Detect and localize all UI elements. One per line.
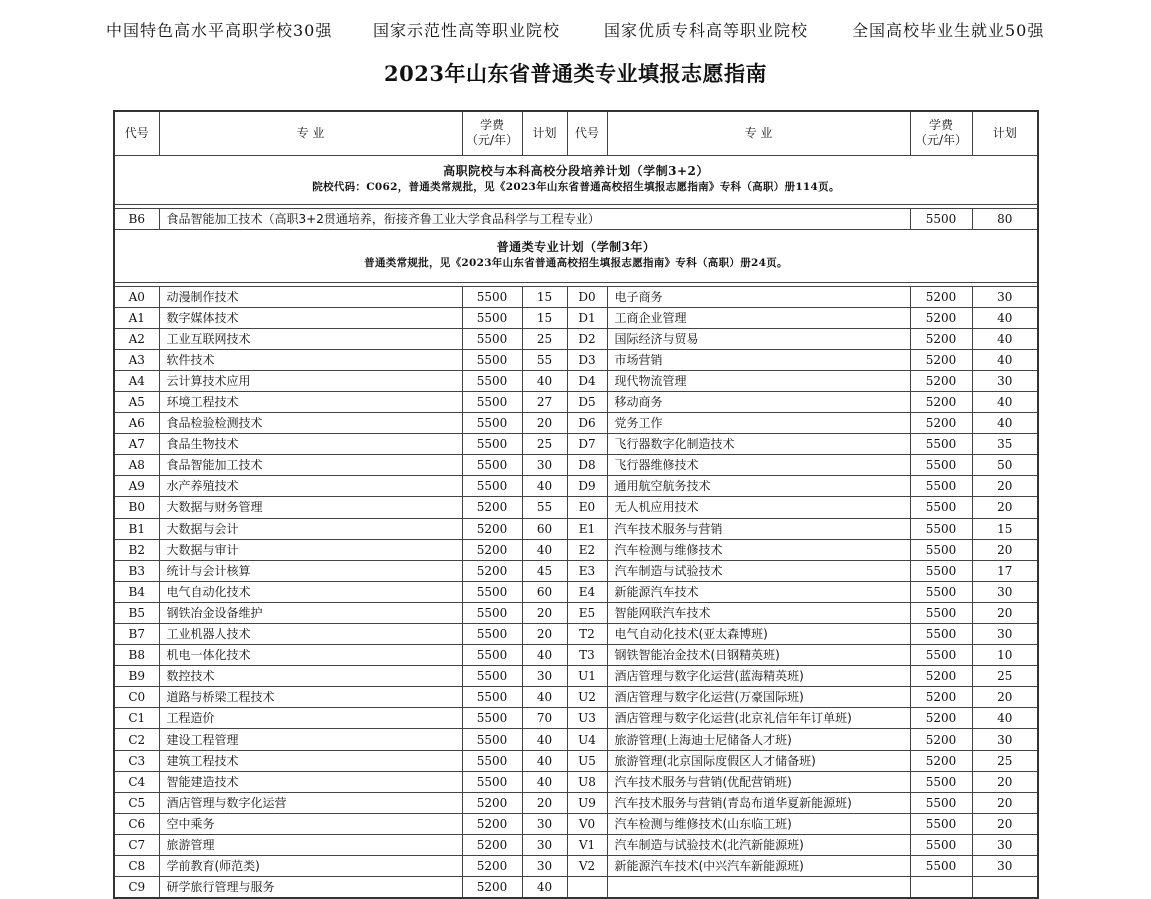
major-plan: 40 bbox=[972, 708, 1038, 729]
major-name: 数字媒体技术 bbox=[159, 307, 462, 328]
major-code: C1 bbox=[114, 708, 159, 729]
section-segmented-plan bbox=[114, 155, 1038, 204]
major-name: 建设工程管理 bbox=[159, 729, 462, 750]
table-row bbox=[114, 877, 1038, 899]
major-name: 水产养殖技术 bbox=[159, 476, 462, 497]
major-code: C9 bbox=[114, 877, 159, 899]
major-code: T2 bbox=[567, 624, 607, 645]
major-plan: 40 bbox=[522, 877, 567, 899]
major-plan: 60 bbox=[522, 518, 567, 539]
table-row bbox=[114, 771, 1038, 792]
major-name: 汽车技术服务与营销(青岛布道华夏新能源班) bbox=[607, 792, 910, 813]
major-fee: 5200 bbox=[462, 856, 522, 877]
major-plan: 40 bbox=[522, 687, 567, 708]
col-code-left: 代号 bbox=[114, 111, 159, 155]
major-plan: 20 bbox=[522, 624, 567, 645]
major-name: 移动商务 bbox=[607, 391, 910, 412]
major-plan: 70 bbox=[522, 708, 567, 729]
major-name: 大数据与会计 bbox=[159, 518, 462, 539]
major-fee: 5500 bbox=[462, 307, 522, 328]
major-plan: 55 bbox=[522, 349, 567, 370]
major-plan: 40 bbox=[522, 750, 567, 771]
major-plan: 20 bbox=[972, 771, 1038, 792]
major-name: 动漫制作技术 bbox=[159, 286, 462, 307]
major-plan: 40 bbox=[522, 539, 567, 560]
major-fee: 5200 bbox=[462, 539, 522, 560]
major-plan: 30 bbox=[522, 666, 567, 687]
major-fee: 5200 bbox=[910, 666, 972, 687]
major-fee: 5500 bbox=[910, 645, 972, 666]
major-plan: 20 bbox=[972, 687, 1038, 708]
major-code: B4 bbox=[114, 581, 159, 602]
major-name: 新能源汽车技术 bbox=[607, 581, 910, 602]
major-name: 电气自动化技术(亚太森博班) bbox=[607, 624, 910, 645]
majors-table bbox=[113, 110, 1039, 899]
major-plan: 25 bbox=[522, 328, 567, 349]
table-row bbox=[114, 560, 1038, 581]
major-plan: 20 bbox=[522, 602, 567, 623]
table-row bbox=[114, 666, 1038, 687]
major-code: C0 bbox=[114, 687, 159, 708]
major-plan: 15 bbox=[972, 518, 1038, 539]
major-name: 机电一体化技术 bbox=[159, 645, 462, 666]
major-plan: 60 bbox=[522, 581, 567, 602]
major-fee: 5500 bbox=[910, 476, 972, 497]
major-fee: 5500 bbox=[462, 455, 522, 476]
major-plan: 27 bbox=[522, 391, 567, 412]
major-code: D6 bbox=[567, 413, 607, 434]
honor-3: 国家优质专科高等职业院校 bbox=[604, 21, 809, 40]
table-row bbox=[114, 624, 1038, 645]
major-fee: 5500 bbox=[910, 455, 972, 476]
major-fee: 5500 bbox=[910, 792, 972, 813]
major-fee: 5200 bbox=[910, 307, 972, 328]
major-code: D1 bbox=[567, 307, 607, 328]
major-code: B6 bbox=[114, 208, 159, 229]
major-fee: 5500 bbox=[462, 286, 522, 307]
major-plan: 80 bbox=[972, 208, 1038, 229]
major-code: E3 bbox=[567, 560, 607, 581]
major-code: U2 bbox=[567, 687, 607, 708]
major-fee bbox=[910, 877, 972, 899]
major-code: B2 bbox=[114, 539, 159, 560]
major-name: 党务工作 bbox=[607, 413, 910, 434]
major-name: 数控技术 bbox=[159, 666, 462, 687]
major-fee: 5500 bbox=[462, 602, 522, 623]
major-name: 食品智能加工技术（高职3+2贯通培养，衔接齐鲁工业大学食品科学与工程专业） bbox=[159, 208, 910, 229]
major-fee: 5500 bbox=[462, 476, 522, 497]
major-code: A1 bbox=[114, 307, 159, 328]
major-name: 食品智能加工技术 bbox=[159, 455, 462, 476]
major-plan: 20 bbox=[972, 792, 1038, 813]
major-fee: 5200 bbox=[462, 813, 522, 834]
table-row bbox=[114, 497, 1038, 518]
major-plan: 20 bbox=[972, 476, 1038, 497]
major-name: 大数据与审计 bbox=[159, 539, 462, 560]
major-name: 食品生物技术 bbox=[159, 434, 462, 455]
major-plan: 20 bbox=[522, 792, 567, 813]
table-row bbox=[114, 413, 1038, 434]
major-name: 建筑工程技术 bbox=[159, 750, 462, 771]
major-plan: 20 bbox=[972, 602, 1038, 623]
table-row bbox=[114, 856, 1038, 877]
major-name: 研学旅行管理与服务 bbox=[159, 877, 462, 899]
major-name: 食品检验检测技术 bbox=[159, 413, 462, 434]
major-code: E1 bbox=[567, 518, 607, 539]
major-code: E0 bbox=[567, 497, 607, 518]
major-name: 电气自动化技术 bbox=[159, 581, 462, 602]
major-code: D5 bbox=[567, 391, 607, 412]
major-plan: 30 bbox=[522, 813, 567, 834]
major-name: 工程造价 bbox=[159, 708, 462, 729]
major-code: T3 bbox=[567, 645, 607, 666]
major-fee: 5500 bbox=[462, 413, 522, 434]
major-plan: 40 bbox=[522, 476, 567, 497]
major-fee: 5200 bbox=[462, 518, 522, 539]
major-name: 酒店管理与数字化运营(北京礼信年年订单班) bbox=[607, 708, 910, 729]
major-name: 工业互联网技术 bbox=[159, 328, 462, 349]
major-name: 智能建造技术 bbox=[159, 771, 462, 792]
major-code: D3 bbox=[567, 349, 607, 370]
major-plan: 17 bbox=[972, 560, 1038, 581]
major-plan: 30 bbox=[972, 370, 1038, 391]
major-name: 飞行器维修技术 bbox=[607, 455, 910, 476]
major-code: B5 bbox=[114, 602, 159, 623]
honor-1: 中国特色高水平高职学校30强 bbox=[106, 21, 333, 40]
major-code: U3 bbox=[567, 708, 607, 729]
major-fee: 5200 bbox=[910, 413, 972, 434]
major-name: 汽车技术服务与营销(优配营销班) bbox=[607, 771, 910, 792]
major-fee: 5500 bbox=[910, 581, 972, 602]
major-code: V1 bbox=[567, 834, 607, 855]
major-fee: 5200 bbox=[462, 877, 522, 899]
major-plan: 55 bbox=[522, 497, 567, 518]
major-code: B1 bbox=[114, 518, 159, 539]
major-fee: 5200 bbox=[910, 349, 972, 370]
major-name: 旅游管理(上海迪士尼储备人才班) bbox=[607, 729, 910, 750]
table-row bbox=[114, 834, 1038, 855]
major-name: 云计算技术应用 bbox=[159, 370, 462, 391]
major-name bbox=[607, 877, 910, 899]
major-name: 无人机应用技术 bbox=[607, 497, 910, 518]
major-code: A6 bbox=[114, 413, 159, 434]
major-plan: 30 bbox=[972, 856, 1038, 877]
major-code: V0 bbox=[567, 813, 607, 834]
major-plan: 40 bbox=[972, 349, 1038, 370]
major-fee: 5500 bbox=[910, 560, 972, 581]
honor-2: 国家示范性高等职业院校 bbox=[373, 21, 561, 40]
table-row bbox=[114, 729, 1038, 750]
major-code: U8 bbox=[567, 771, 607, 792]
honor-4: 全国高校毕业生就业50强 bbox=[852, 21, 1045, 40]
major-name: 酒店管理与数字化运营(蓝海精英班) bbox=[607, 666, 910, 687]
major-name: 汽车制造与试验技术(北汽新能源班) bbox=[607, 834, 910, 855]
major-plan: 20 bbox=[972, 813, 1038, 834]
major-code: E2 bbox=[567, 539, 607, 560]
major-plan: 40 bbox=[522, 729, 567, 750]
section-note: 院校代码：C062，普通类常规批，见《2023年山东省普通高校招生填报志愿指南》专科（高职）册114页。 bbox=[312, 181, 840, 193]
major-plan: 30 bbox=[522, 834, 567, 855]
col-major-left: 专 业 bbox=[159, 111, 462, 155]
major-fee: 5200 bbox=[910, 286, 972, 307]
major-code: C6 bbox=[114, 813, 159, 834]
major-fee: 5200 bbox=[462, 792, 522, 813]
col-plan-left: 计划 bbox=[522, 111, 567, 155]
major-plan: 40 bbox=[972, 307, 1038, 328]
major-name: 市场营销 bbox=[607, 349, 910, 370]
major-name: 旅游管理(北京国际度假区人才储备班) bbox=[607, 750, 910, 771]
section-note: 普通类常规批，见《2023年山东省普通高校招生填报志愿指南》专科（高职）册24页。 bbox=[364, 257, 788, 269]
major-fee: 5200 bbox=[910, 391, 972, 412]
major-fee: 5500 bbox=[910, 834, 972, 855]
major-name: 工商企业管理 bbox=[607, 307, 910, 328]
major-plan: 20 bbox=[972, 539, 1038, 560]
table-row bbox=[114, 286, 1038, 307]
col-major-right: 专 业 bbox=[607, 111, 910, 155]
major-name: 酒店管理与数字化运营(万豪国际班) bbox=[607, 687, 910, 708]
major-fee: 5200 bbox=[910, 328, 972, 349]
major-name: 汽车制造与试验技术 bbox=[607, 560, 910, 581]
major-code: C7 bbox=[114, 834, 159, 855]
section-title: 普通类专业计划（学制3年） bbox=[496, 240, 656, 254]
major-name: 智能网联汽车技术 bbox=[607, 602, 910, 623]
major-fee: 5500 bbox=[910, 539, 972, 560]
table-row bbox=[114, 349, 1038, 370]
major-fee: 5500 bbox=[910, 813, 972, 834]
major-plan: 25 bbox=[972, 666, 1038, 687]
major-fee: 5500 bbox=[462, 349, 522, 370]
table-row bbox=[114, 328, 1038, 349]
major-plan: 40 bbox=[522, 645, 567, 666]
major-name: 汽车技术服务与营销 bbox=[607, 518, 910, 539]
major-fee: 5500 bbox=[462, 370, 522, 391]
table-row bbox=[114, 307, 1038, 328]
major-code: A7 bbox=[114, 434, 159, 455]
major-plan: 25 bbox=[972, 750, 1038, 771]
major-fee: 5200 bbox=[462, 560, 522, 581]
major-plan: 30 bbox=[972, 624, 1038, 645]
major-plan: 30 bbox=[972, 286, 1038, 307]
major-code: D7 bbox=[567, 434, 607, 455]
table-row bbox=[114, 645, 1038, 666]
major-name: 通用航空航务技术 bbox=[607, 476, 910, 497]
section-title: 高职院校与本科高校分段培养计划（学制3+2） bbox=[443, 164, 709, 178]
major-plan: 45 bbox=[522, 560, 567, 581]
major-name: 钢铁智能冶金技术(日钢精英班) bbox=[607, 645, 910, 666]
major-name: 软件技术 bbox=[159, 349, 462, 370]
major-fee: 5500 bbox=[910, 624, 972, 645]
major-code: E4 bbox=[567, 581, 607, 602]
major-fee: 5500 bbox=[910, 434, 972, 455]
major-name: 钢铁冶金设备维护 bbox=[159, 602, 462, 623]
major-plan: 30 bbox=[972, 581, 1038, 602]
major-code: V2 bbox=[567, 856, 607, 877]
major-code: D9 bbox=[567, 476, 607, 497]
major-fee: 5500 bbox=[462, 581, 522, 602]
major-plan: 40 bbox=[972, 391, 1038, 412]
major-fee: 5500 bbox=[910, 518, 972, 539]
major-code: D4 bbox=[567, 370, 607, 391]
major-plan: 20 bbox=[972, 497, 1038, 518]
section-regular-plan bbox=[114, 229, 1038, 282]
table-row bbox=[114, 434, 1038, 455]
major-name: 新能源汽车技术(中兴汽车新能源班) bbox=[607, 856, 910, 877]
major-plan: 40 bbox=[522, 370, 567, 391]
table-row bbox=[114, 539, 1038, 560]
col-fee-right: 学费 （元/年） bbox=[910, 111, 972, 155]
major-name: 大数据与财务管理 bbox=[159, 497, 462, 518]
table-row bbox=[114, 687, 1038, 708]
major-code: B3 bbox=[114, 560, 159, 581]
major-fee: 5200 bbox=[910, 370, 972, 391]
major-fee: 5500 bbox=[462, 391, 522, 412]
major-code: A9 bbox=[114, 476, 159, 497]
major-code: U9 bbox=[567, 792, 607, 813]
table-row bbox=[114, 208, 1038, 229]
major-code: A5 bbox=[114, 391, 159, 412]
major-plan: 30 bbox=[972, 834, 1038, 855]
major-name: 统计与会计核算 bbox=[159, 560, 462, 581]
major-fee: 5200 bbox=[462, 497, 522, 518]
major-code: A4 bbox=[114, 370, 159, 391]
major-name: 飞行器数字化制造技术 bbox=[607, 434, 910, 455]
major-code: C3 bbox=[114, 750, 159, 771]
major-fee: 5200 bbox=[462, 834, 522, 855]
table-header bbox=[114, 111, 1038, 155]
major-fee: 5500 bbox=[462, 666, 522, 687]
major-code: D2 bbox=[567, 328, 607, 349]
major-name: 旅游管理 bbox=[159, 834, 462, 855]
major-fee: 5500 bbox=[910, 771, 972, 792]
major-name: 电子商务 bbox=[607, 286, 910, 307]
major-plan: 40 bbox=[972, 413, 1038, 434]
major-code: D0 bbox=[567, 286, 607, 307]
major-plan: 40 bbox=[972, 328, 1038, 349]
major-fee: 5500 bbox=[910, 208, 972, 229]
major-plan: 40 bbox=[522, 771, 567, 792]
col-plan-right: 计划 bbox=[972, 111, 1038, 155]
major-plan bbox=[972, 877, 1038, 899]
major-fee: 5200 bbox=[910, 750, 972, 771]
major-name: 道路与桥梁工程技术 bbox=[159, 687, 462, 708]
major-fee: 5200 bbox=[910, 687, 972, 708]
major-fee: 5500 bbox=[910, 602, 972, 623]
major-fee: 5200 bbox=[910, 729, 972, 750]
major-name: 工业机器人技术 bbox=[159, 624, 462, 645]
major-fee: 5500 bbox=[462, 729, 522, 750]
table-row bbox=[114, 581, 1038, 602]
major-code: U1 bbox=[567, 666, 607, 687]
major-code: U4 bbox=[567, 729, 607, 750]
major-fee: 5500 bbox=[462, 645, 522, 666]
major-name: 国际经济与贸易 bbox=[607, 328, 910, 349]
major-code: B7 bbox=[114, 624, 159, 645]
major-code: B0 bbox=[114, 497, 159, 518]
major-code: A0 bbox=[114, 286, 159, 307]
major-code: D8 bbox=[567, 455, 607, 476]
major-plan: 30 bbox=[972, 729, 1038, 750]
major-fee: 5500 bbox=[910, 497, 972, 518]
major-code: C2 bbox=[114, 729, 159, 750]
major-fee: 5500 bbox=[910, 856, 972, 877]
major-code: C4 bbox=[114, 771, 159, 792]
major-fee: 5200 bbox=[910, 708, 972, 729]
page-title: 2023年山东省普通类专业填报志愿指南 bbox=[384, 61, 767, 86]
table-row bbox=[114, 813, 1038, 834]
table-row bbox=[114, 792, 1038, 813]
major-name: 空中乘务 bbox=[159, 813, 462, 834]
major-code: U5 bbox=[567, 750, 607, 771]
major-plan: 30 bbox=[522, 856, 567, 877]
major-plan: 25 bbox=[522, 434, 567, 455]
major-name: 环境工程技术 bbox=[159, 391, 462, 412]
major-name: 酒店管理与数字化运营 bbox=[159, 792, 462, 813]
col-fee-left: 学费 （元/年） bbox=[462, 111, 522, 155]
major-code: A3 bbox=[114, 349, 159, 370]
major-fee: 5500 bbox=[462, 624, 522, 645]
major-fee: 5500 bbox=[462, 750, 522, 771]
major-plan: 30 bbox=[522, 455, 567, 476]
table-row bbox=[114, 518, 1038, 539]
major-code: C5 bbox=[114, 792, 159, 813]
table-row bbox=[114, 750, 1038, 771]
major-fee: 5500 bbox=[462, 687, 522, 708]
major-plan: 15 bbox=[522, 286, 567, 307]
major-plan: 15 bbox=[522, 307, 567, 328]
major-fee: 5500 bbox=[462, 708, 522, 729]
major-plan: 10 bbox=[972, 645, 1038, 666]
major-code: B8 bbox=[114, 645, 159, 666]
major-code: C8 bbox=[114, 856, 159, 877]
major-code: B9 bbox=[114, 666, 159, 687]
major-code bbox=[567, 877, 607, 899]
table-row bbox=[114, 602, 1038, 623]
major-name: 汽车检测与维修技术(山东临工班) bbox=[607, 813, 910, 834]
table-row bbox=[114, 455, 1038, 476]
major-code: E5 bbox=[567, 602, 607, 623]
major-name: 汽车检测与维修技术 bbox=[607, 539, 910, 560]
major-plan: 35 bbox=[972, 434, 1038, 455]
major-fee: 5500 bbox=[462, 328, 522, 349]
school-honors bbox=[0, 18, 1151, 44]
major-code: A2 bbox=[114, 328, 159, 349]
table-row bbox=[114, 476, 1038, 497]
major-fee: 5500 bbox=[462, 434, 522, 455]
major-plan: 50 bbox=[972, 455, 1038, 476]
major-fee: 5500 bbox=[462, 771, 522, 792]
major-plan: 20 bbox=[522, 413, 567, 434]
table-row bbox=[114, 370, 1038, 391]
col-code-right: 代号 bbox=[567, 111, 607, 155]
table-row bbox=[114, 391, 1038, 412]
major-name: 学前教育(师范类) bbox=[159, 856, 462, 877]
table-row bbox=[114, 708, 1038, 729]
major-code: A8 bbox=[114, 455, 159, 476]
major-name: 现代物流管理 bbox=[607, 370, 910, 391]
